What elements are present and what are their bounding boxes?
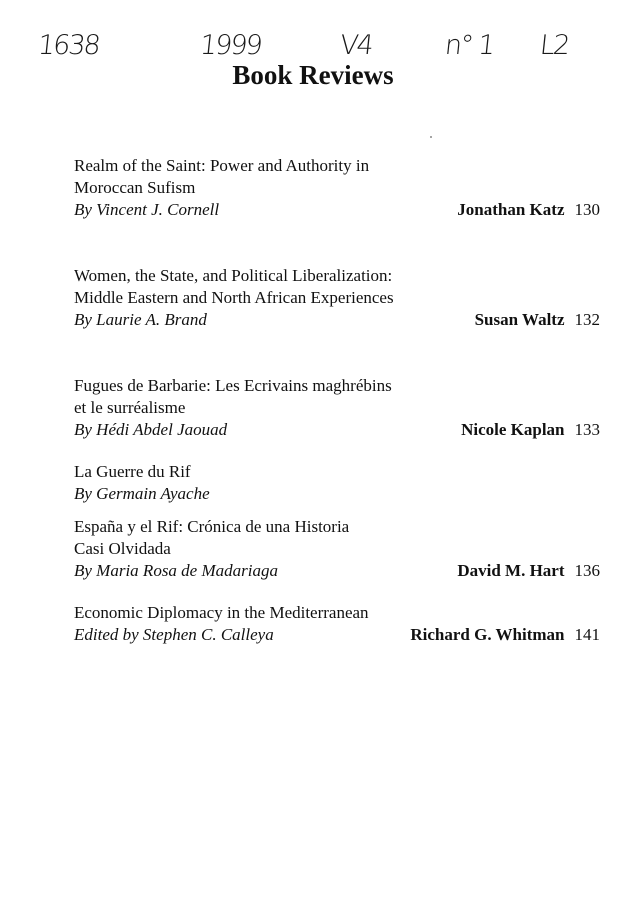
book-title-line: Moroccan Sufism (74, 178, 196, 197)
page-number: 132 (574, 310, 600, 329)
review-entry (74, 265, 600, 331)
page-number: 130 (574, 200, 600, 219)
review-entry (74, 461, 600, 505)
reviewer-name: David M. Hart (457, 561, 565, 580)
book-title-line: Fugues de Barbarie: Les Ecrivains maghrébins (74, 376, 392, 395)
book-author: By Hédi Abdel Jaouad (74, 420, 228, 439)
book-title-line: Casi Olvidada (74, 539, 171, 558)
reviewer-page (457, 560, 600, 582)
reviewer-page (457, 199, 600, 221)
reviewer-name: Nicole Kaplan (461, 420, 565, 439)
page-number: 141 (574, 625, 600, 644)
review-list (74, 155, 600, 646)
book-title-line: La Guerre du Rif (74, 462, 191, 481)
page-title: Book Reviews (232, 60, 394, 90)
book-title-line: et le surréalisme (74, 398, 186, 417)
review-entry (74, 155, 600, 221)
reviewer-page (410, 624, 600, 646)
reviewer-page (475, 309, 600, 331)
book-author: Edited by Stephen C. Calleya (74, 625, 274, 644)
book-title-line: Realm of the Saint: Power and Authority in (74, 156, 370, 175)
book-title-line: Women, the State, and Political Liberalization: (74, 266, 393, 285)
reviewer-name: Susan Waltz (474, 310, 565, 329)
handwritten-note: 1638 (36, 30, 101, 61)
review-entry (74, 602, 600, 646)
book-author: By Maria Rosa de Madariaga (74, 561, 278, 580)
reviewer-name: Richard G. Whitman (410, 625, 565, 644)
book-author: By Germain Ayache (74, 484, 210, 503)
review-entry (74, 375, 600, 441)
book-author: By Laurie A. Brand (74, 310, 207, 329)
reviewer-name: Jonathan Katz (457, 200, 565, 219)
page-number: 136 (574, 561, 600, 580)
scan-speck (430, 136, 432, 138)
book-author: By Vincent J. Cornell (74, 200, 220, 219)
book-title-line: España y el Rif: Crónica de una Historia (74, 517, 350, 536)
handwritten-note: L2 (538, 30, 570, 61)
handwritten-note: n° 1 (443, 30, 496, 61)
review-entry (74, 516, 600, 582)
reviewer-page (461, 419, 600, 441)
page-number: 133 (574, 420, 600, 439)
handwritten-note: 1999 (198, 30, 263, 61)
book-title-line: Economic Diplomacy in the Mediterranean (74, 603, 369, 622)
handwritten-note: V4 (338, 30, 374, 61)
book-title-line: Middle Eastern and North African Experiences (74, 288, 394, 307)
